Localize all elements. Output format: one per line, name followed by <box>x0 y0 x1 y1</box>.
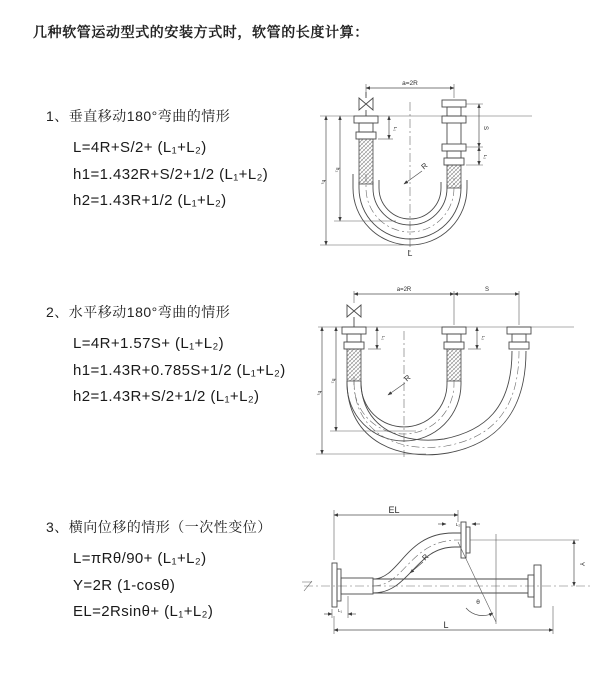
formula-h2: h2=1.43R+S/2+1/2 (L₁+L₂) <box>73 388 260 405</box>
diagram-lateral-displacement <box>298 502 598 642</box>
h-inner-label: h₂ <box>334 167 340 173</box>
length-label: L <box>407 248 413 258</box>
radius-label: R <box>420 552 431 563</box>
h-inner-label: h₂ <box>330 378 336 384</box>
section-2-heading: 2、水平移动180°弯曲的情形 <box>46 304 231 320</box>
radius-callout <box>404 161 430 184</box>
h-outer-label: h₁ <box>316 390 322 396</box>
formula-l: L=4R+S/2+ (L₁+L₂) <box>73 139 207 156</box>
left-flange <box>332 563 373 607</box>
radius-callout <box>388 373 413 395</box>
dimension-h1 <box>316 327 426 454</box>
formula-l: L=4R+1.57S+ (L₁+L₂) <box>73 335 225 352</box>
fit-left-label: L₁ <box>392 126 397 132</box>
fit-top-label: L₂ <box>455 522 461 527</box>
left-flange <box>342 327 366 381</box>
dimension-fit-top <box>438 522 480 527</box>
center-axis <box>320 102 532 252</box>
dimension-travel-s <box>454 287 519 294</box>
formula-h1: h1=1.43R+0.785S+1/2 (L₁+L₂) <box>73 361 286 379</box>
center-axis <box>302 581 592 591</box>
formula-h2: h2=1.43R+1/2 (L₁+L₂) <box>73 192 227 209</box>
formula-el: EL=2Rsinθ+ (L₁+L₂) <box>73 603 214 620</box>
dimension-fit-left <box>378 116 398 139</box>
section-2-text <box>46 302 286 411</box>
middle-flange <box>442 327 466 381</box>
page-title: 几种软管运动型式的安装方式时，软管的长度计算： <box>33 24 369 40</box>
fit-right-label: L₂ <box>482 154 487 160</box>
dimension-h2 <box>330 327 416 431</box>
diagram-vertical-180-bend <box>304 74 574 259</box>
dimension-length <box>334 606 553 634</box>
hose-displaced-curve <box>373 533 461 593</box>
travel-label: S <box>484 287 490 293</box>
dimension-span-2r <box>366 80 454 98</box>
fit-mid-label: L₂ <box>481 335 486 341</box>
dimension-fit-left <box>368 327 386 349</box>
right-flange-moved <box>442 100 466 188</box>
dimension-el <box>334 505 458 560</box>
formula-h1: h1=1.432R+S/2+1/2 (L₁+L₂) <box>73 165 269 183</box>
valve-icon <box>347 305 361 327</box>
valve-icon <box>359 92 373 116</box>
dimension-travel-s <box>466 104 488 165</box>
left-flange <box>354 116 378 184</box>
span-label: a=2R <box>396 287 412 293</box>
travel-label: S <box>482 125 488 131</box>
h-outer-label: h₁ <box>320 179 326 185</box>
span-label: a=2R <box>402 80 418 87</box>
fit-left-label: L₁ <box>381 335 386 341</box>
formula-l: L=πRθ/90+ (L₁+L₂) <box>73 550 207 567</box>
section-3-text <box>46 517 272 626</box>
dimension-fit-left <box>324 596 356 618</box>
diagram-horizontal-180-bend <box>306 281 591 461</box>
section-1-text <box>46 106 268 215</box>
dimension-fit-mid <box>468 327 486 349</box>
dimension-span-2r <box>354 287 454 294</box>
hose-moved-sweep <box>347 351 526 455</box>
y-label: Y <box>578 561 585 567</box>
angle-label: θ <box>476 599 480 606</box>
fit-left-label: L₁ <box>337 608 343 613</box>
el-label: EL <box>388 505 400 515</box>
section-1-heading: 1、垂直移动180°弯曲的情形 <box>46 108 231 124</box>
radius-label: R <box>419 160 430 172</box>
formula-y: Y=2R (1-cosθ) <box>73 576 176 594</box>
right-flange-moved <box>507 327 531 349</box>
radius-label: R <box>402 372 413 384</box>
section-3-heading: 3、横向位移的情形（一次性变位） <box>46 519 272 535</box>
length-label: L <box>443 620 449 630</box>
right-flange-displaced <box>461 522 470 558</box>
